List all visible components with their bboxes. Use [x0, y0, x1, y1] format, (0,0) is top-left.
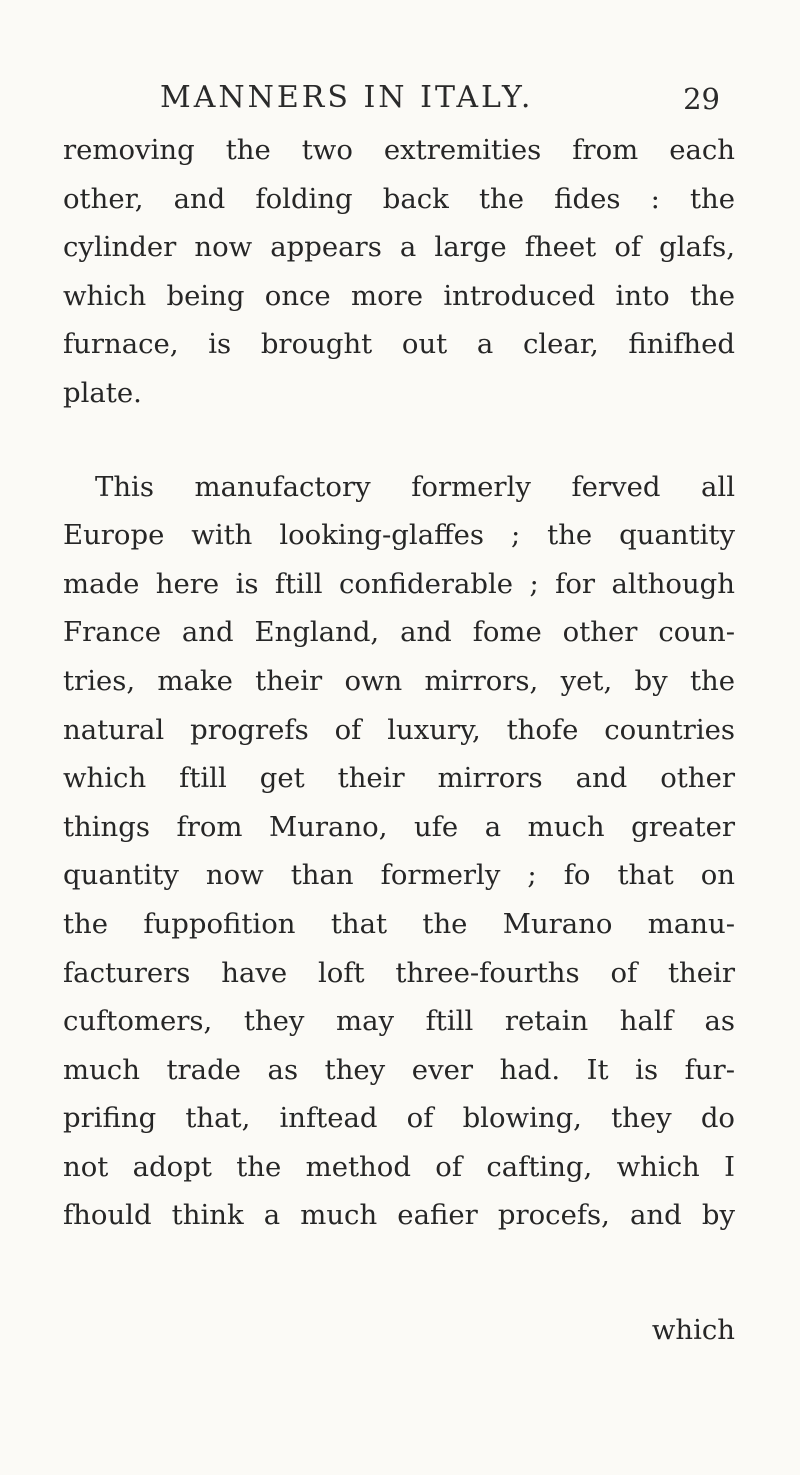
catchword: which [651, 1314, 735, 1346]
page-number: 29 [683, 82, 720, 116]
text-line: other, and folding back the fides : the [63, 182, 735, 215]
text-line: facturers have loft three-fourths of their [63, 956, 735, 989]
text-line: much trade as they ever had. It is fur- [63, 1053, 735, 1086]
text-line: the fuppofition that the Murano manu- [63, 907, 735, 940]
text-line: quantity now than formerly ; fo that on [63, 859, 735, 892]
text-line: which being once more introduced into the [63, 279, 735, 312]
text-line: France and England, and fome other coun- [63, 616, 735, 649]
text-line: plate. [63, 376, 142, 409]
text-line: things from Murano, ufe a much greater [63, 810, 735, 843]
text-line: not adopt the method of cafting, which I [63, 1150, 735, 1183]
text-line: This manufactory formerly ferved all [95, 470, 735, 503]
text-line: Europe with looking-glaffes ; the quantity [63, 519, 735, 552]
running-title: MANNERS IN ITALY. [160, 80, 534, 115]
text-line: furnace, is brought out a clear, finifhed [63, 328, 735, 361]
text-line: which ftill get their mirrors and other [63, 762, 735, 795]
body-text [63, 126, 735, 1240]
text-line: cuftomers, they may ftill retain half as [63, 1005, 735, 1038]
text-line: tries, make their own mirrors, yet, by the [63, 664, 735, 697]
text-line: made here is ftill confiderable ; for although [63, 567, 735, 600]
running-head [160, 70, 720, 120]
paragraph-2 [63, 463, 735, 1241]
paragraph-gap [63, 418, 735, 463]
text-line: cylinder now appears a large fheet of glafs, [63, 231, 735, 264]
text-line: fhould think a much eafier procefs, and by [63, 1199, 735, 1232]
paragraph-1 [63, 126, 735, 418]
text-line: prifing that, inftead of blowing, they do [63, 1102, 735, 1135]
text-line: natural progrefs of luxury, thofe countries [63, 713, 735, 746]
text-line: removing the two extremities from each [63, 134, 735, 166]
